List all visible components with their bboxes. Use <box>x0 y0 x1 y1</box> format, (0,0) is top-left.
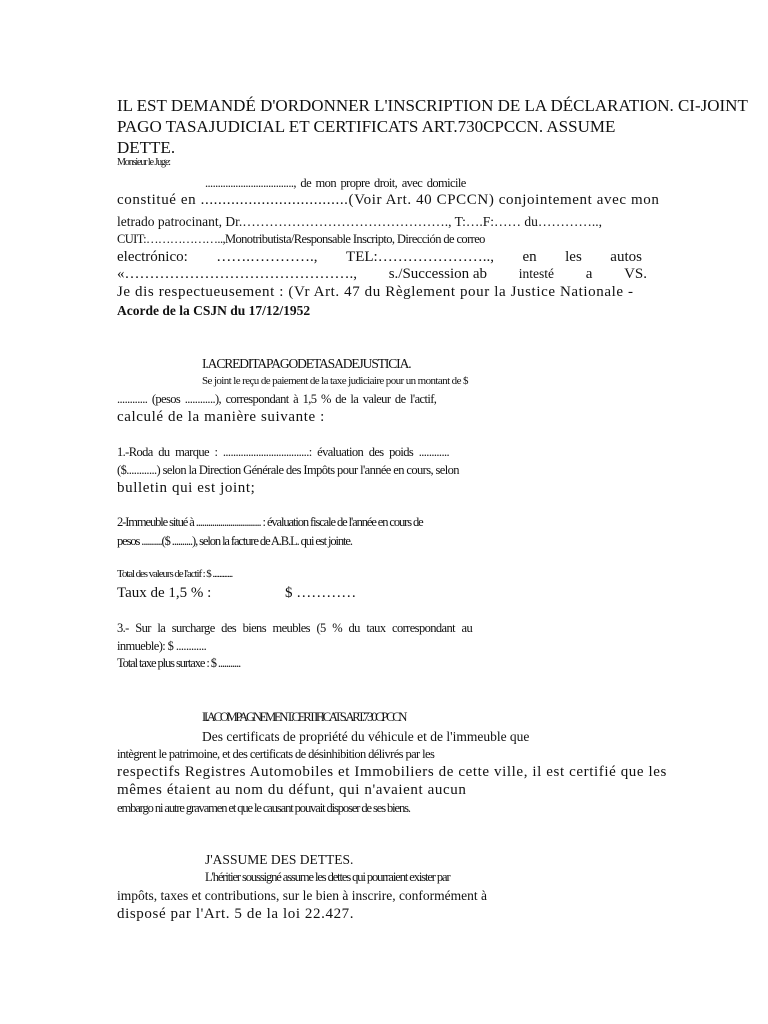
section-1-line-1: Se joint le reçu de paiement de la taxe judiciaire pour un montant de $ <box>202 375 468 387</box>
section-2-line-2: intègrent le patrimoine, et des certificats de désinhibition délivrés par les <box>117 747 435 761</box>
header-line-2: PAGO TASAJUDICIAL ET CERTIFICATS ART.730CPCCN. ASSUME <box>117 117 616 136</box>
intro-l6-w4: a <box>585 266 593 282</box>
intro-l5-w1: electrónico: <box>117 249 188 265</box>
intro-line-1: ..................................., de mon propre droit, avec domicile <box>205 176 466 190</box>
item-1-line-1: 1.-Roda du marque : ..................................: évaluation des poids ............ <box>117 445 450 459</box>
taux-value: $ ………… <box>285 585 357 601</box>
section-3-line-3: disposé par l'Art. 5 de la loi 22.427. <box>117 906 355 922</box>
intro-l5-w6: autos <box>610 249 642 265</box>
section-3-heading: J'ASSUME DES DETTES. <box>205 852 354 867</box>
intro-l6-w1: «………………………………………., <box>117 266 357 282</box>
total-taxe: Total taxe plus surtaxe : $ ........... <box>117 656 241 670</box>
total-actif: Total des valeurs de l'actif : $ ............ <box>117 568 233 580</box>
item-2-line-1: 2-Immeuble situé à ................................ : évaluation fiscale de l'année en cours de <box>117 515 423 529</box>
section-3-line-1: L'héritier soussigné assume les dettes qui pourraient exister par <box>205 870 450 884</box>
section-2-line-5: embargo ni autre gravamen et que le causant pouvait disposer de ses biens. <box>117 801 410 815</box>
section-2-line-1: Des certificats de propriété du véhicule et de l'immeuble que <box>202 729 530 744</box>
header-line-1: IL EST DEMANDÉ D'ORDONNER L'INSCRIPTION DE LA DÉCLARATION. CI-JOINT <box>117 96 748 115</box>
intro-line-7: Je dis respectueusement : (Vr Art. 47 du Règlement pour la Justice Nationale - <box>117 284 634 300</box>
section-2-heading: II.ACOMPAGNEMENT.CERTIFICATS.ART.730CPCCN <box>202 710 406 724</box>
intro-l5-w5: les <box>565 249 582 265</box>
intro-l6-w5: VS. <box>624 266 647 282</box>
intro-line-5 <box>117 250 642 265</box>
section-3-line-2: impôts, taxes et contributions, sur le bien à inscrire, conformément à <box>117 888 488 903</box>
intro-line-4: CUIT:………………..,Monotributista/Responsable Inscripto, Dirección de correo <box>117 232 485 246</box>
item-1-line-2: ($............) selon la Direction Générale des Impôts pour l'année en cours, selon <box>117 463 459 477</box>
salutation: Monsieur le Juge: <box>117 157 170 168</box>
intro-line-8: Acorde de la CSJN du 17/12/1952 <box>117 303 311 318</box>
intro-l6-w2: s./Succession ab <box>388 266 488 282</box>
item-3-line-1: 3.- Sur la surcharge des biens meubles (5 % du taux correspondant au <box>117 621 473 635</box>
intro-l5-w4: en <box>522 249 537 265</box>
section-1-heading: I.ACREDITAPAGODETASADEJUSTICIA. <box>202 356 411 371</box>
intro-l6-w3: intesté <box>518 266 554 281</box>
intro-line-2: constitué en ..................................(Voir Art. 40 CPCCN) conjointement avec mon <box>117 192 660 208</box>
item-1-line-3: bulletin qui est joint; <box>117 480 256 496</box>
intro-l5-w3: TEL:………………….., <box>346 249 494 265</box>
item-3-line-2: inmueble): $ ............ <box>117 639 207 653</box>
item-2-line-2: pesos ..........($ ..........), selon la facture de A.B.L. qui est jointe. <box>117 534 352 548</box>
intro-l5-w2: …….…………., <box>216 249 318 265</box>
intro-line-3: letrado patrocinant, Dr.………………………………………., T:….F:…… du………….., <box>117 214 603 229</box>
intro-line-6 <box>117 267 647 282</box>
taux-label: Taux de 1,5 % : <box>117 585 212 601</box>
section-1-line-3: calculé de la manière suivante : <box>117 409 325 425</box>
section-1-line-2: ............ (pesos ............), correspondant à 1,5 % de la valeur de l'actif, <box>117 392 437 406</box>
header-line-3: DETTE. <box>117 138 176 157</box>
section-2-line-4: mêmes étaient au nom du défunt, qui n'avaient aucun <box>117 782 467 798</box>
section-2-line-3: respectifs Registres Automobiles et Immobiliers de cette ville, il est certifié que les <box>117 764 667 780</box>
